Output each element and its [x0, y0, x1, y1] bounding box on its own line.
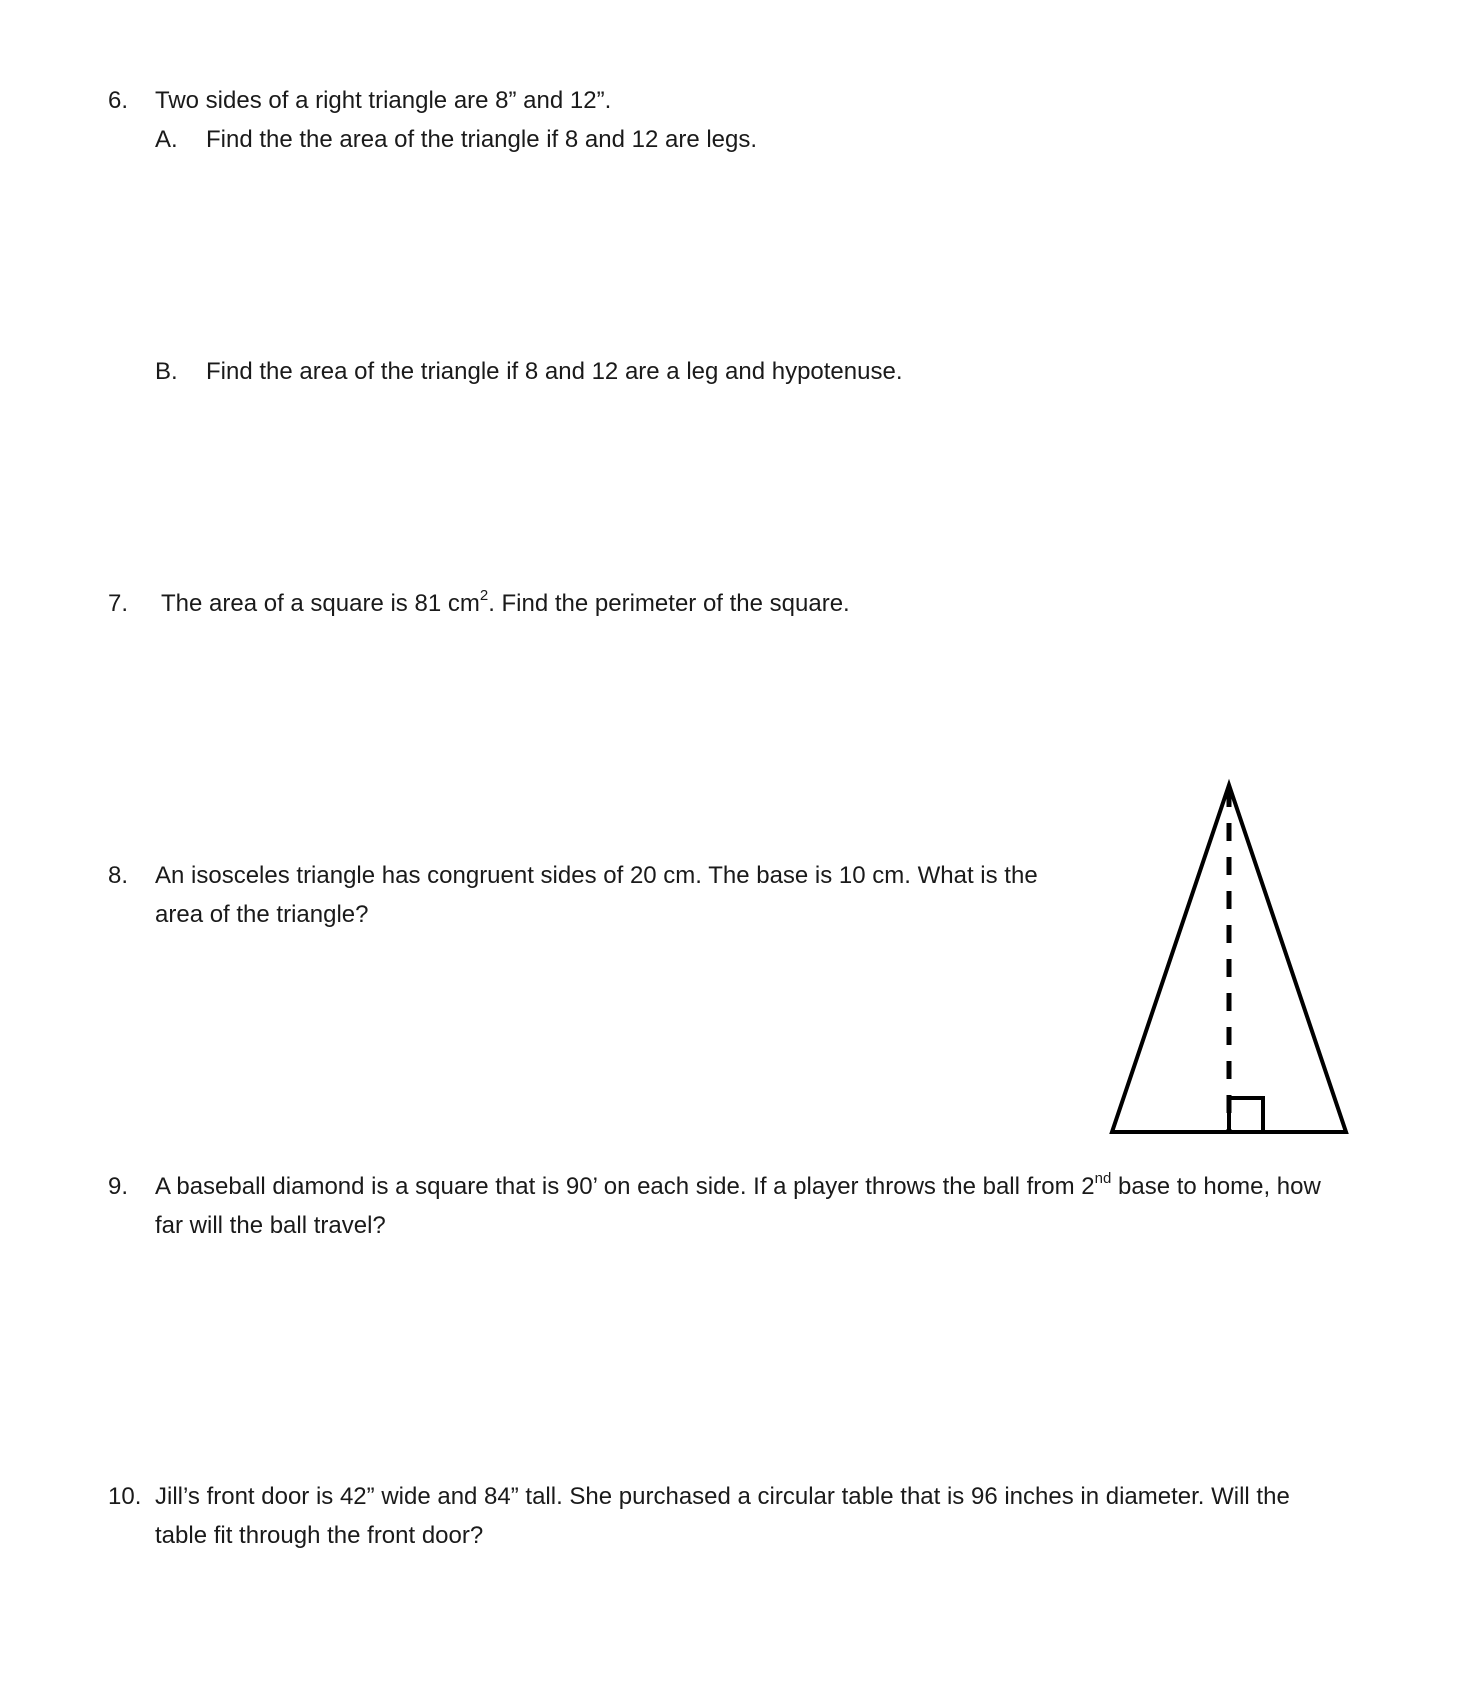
question-10-number: 10. [108, 1483, 142, 1510]
question-9-line-1-after: base to home, how [1111, 1173, 1321, 1200]
question-10-line-2: table fit through the front door? [155, 1522, 484, 1549]
question-9-line-2: far will the ball travel? [155, 1212, 386, 1239]
question-7-superscript: 2 [479, 587, 489, 604]
question-9-superscript: nd [1094, 1170, 1112, 1187]
question-9-line-1 [155, 1172, 1321, 1202]
question-6a-text: Find the the area of the triangle if 8 and 12 are legs. [206, 126, 758, 153]
question-8-number: 8. [108, 862, 129, 889]
question-7-number: 7. [108, 590, 129, 617]
question-8-line-2: area of the triangle? [155, 901, 369, 928]
question-6b-text: Find the area of the triangle if 8 and 12 are a leg and hypotenuse. [206, 358, 903, 385]
question-9-line-1-before: A baseball diamond is a square that is 90’ on each side. If a player throws the ball from 2 [155, 1173, 1095, 1200]
question-10-line-1: Jill’s front door is 42” wide and 84” tall. She purchased a circular table that is 96 inches in diameter. Will the [155, 1483, 1290, 1510]
question-8-line-1: An isosceles triangle has congruent sides of 20 cm. The base is 10 cm. What is the [155, 862, 1038, 889]
right-angle-marker [1229, 1098, 1263, 1132]
question-6a-letter: A. [155, 126, 178, 153]
question-6b-letter: B. [155, 358, 178, 385]
question-7-text-before: The area of a square is 81 cm [161, 590, 480, 617]
question-7-text [161, 589, 850, 619]
isosceles-triangle-icon [1100, 775, 1360, 1135]
question-6-text: Two sides of a right triangle are 8” and 12”. [155, 87, 612, 114]
question-9-number: 9. [108, 1173, 129, 1200]
question-7-text-after: . Find the perimeter of the square. [488, 590, 850, 617]
question-6-number: 6. [108, 87, 129, 114]
